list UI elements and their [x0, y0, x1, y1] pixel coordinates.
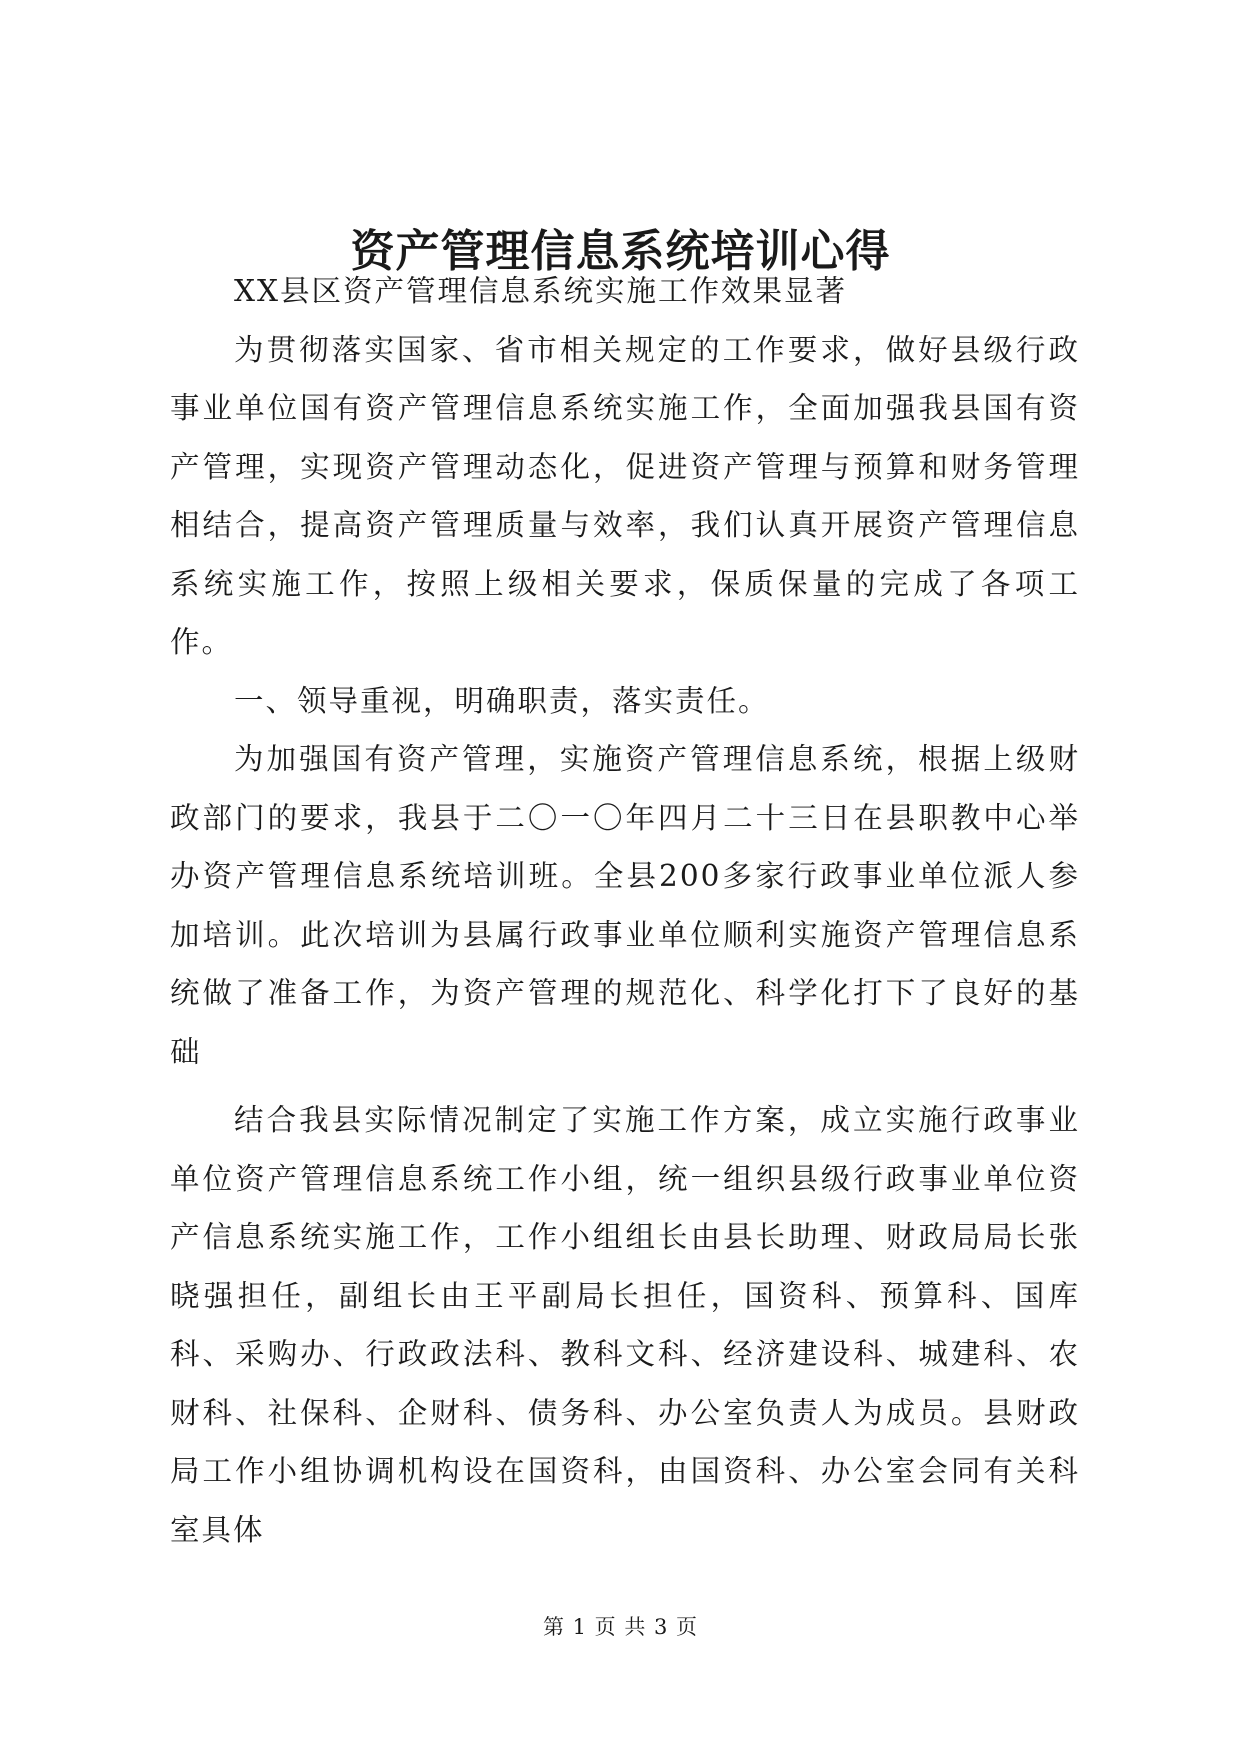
document-subtitle: XX县区资产管理信息系统实施工作效果显著	[234, 274, 848, 308]
section-heading-1: 一、领导重视，明确职责，落实责任。	[234, 683, 770, 718]
paragraph-spacer	[170, 1081, 1080, 1091]
page-number-footer: 第 1 页 共 3 页	[542, 1615, 699, 1639]
document-title: 资产管理信息系统培训心得	[350, 226, 891, 277]
paragraph-1: 为贯彻落实国家、省市相关规定的工作要求，做好县级行政事业单位国有资产管理信息系统实施工作，全面加强我县国有资产管理，实现资产管理动态化，促进资产管理与预算和财务管理相结合，提高资产管理质量与效率，我们认真开展资产管理信息系统实施工作，按照上级相关要求，保质保量的完成了各项工作。	[170, 332, 1080, 659]
paragraph-3: 结合我县实际情况制定了实施工作方案，成立实施行政事业单位资产管理信息系统工作小组，统一组织县级行政事业单位资产信息系统实施工作，工作小组组长由县长助理、财政局局长张晓强担任，副组长由王平副局长担任，国资科、预算科、国库科、采购办、行政政法科、教科文科、经济建设科、城建科、农财科、社保科、企财科、债务科、办公室负责人为成员。县财政局工作小组协调机构设在国资科，由国资科、办公室会同有关科室具体	[170, 1103, 1080, 1547]
document-body	[170, 262, 1080, 1559]
paragraph-2: 为加强国有资产管理，实施资产管理信息系统，根据上级财政部门的要求，我县于二〇一〇年四月二十三日在县职教中心举办资产管理信息系统培训班。全县200多家行政事业单位派人参加培训。此次培训为县属行政事业单位顺利实施资产管理信息系统做了准备工作，为资产管理的规范化、科学化打下了良好的基础	[170, 742, 1080, 1069]
